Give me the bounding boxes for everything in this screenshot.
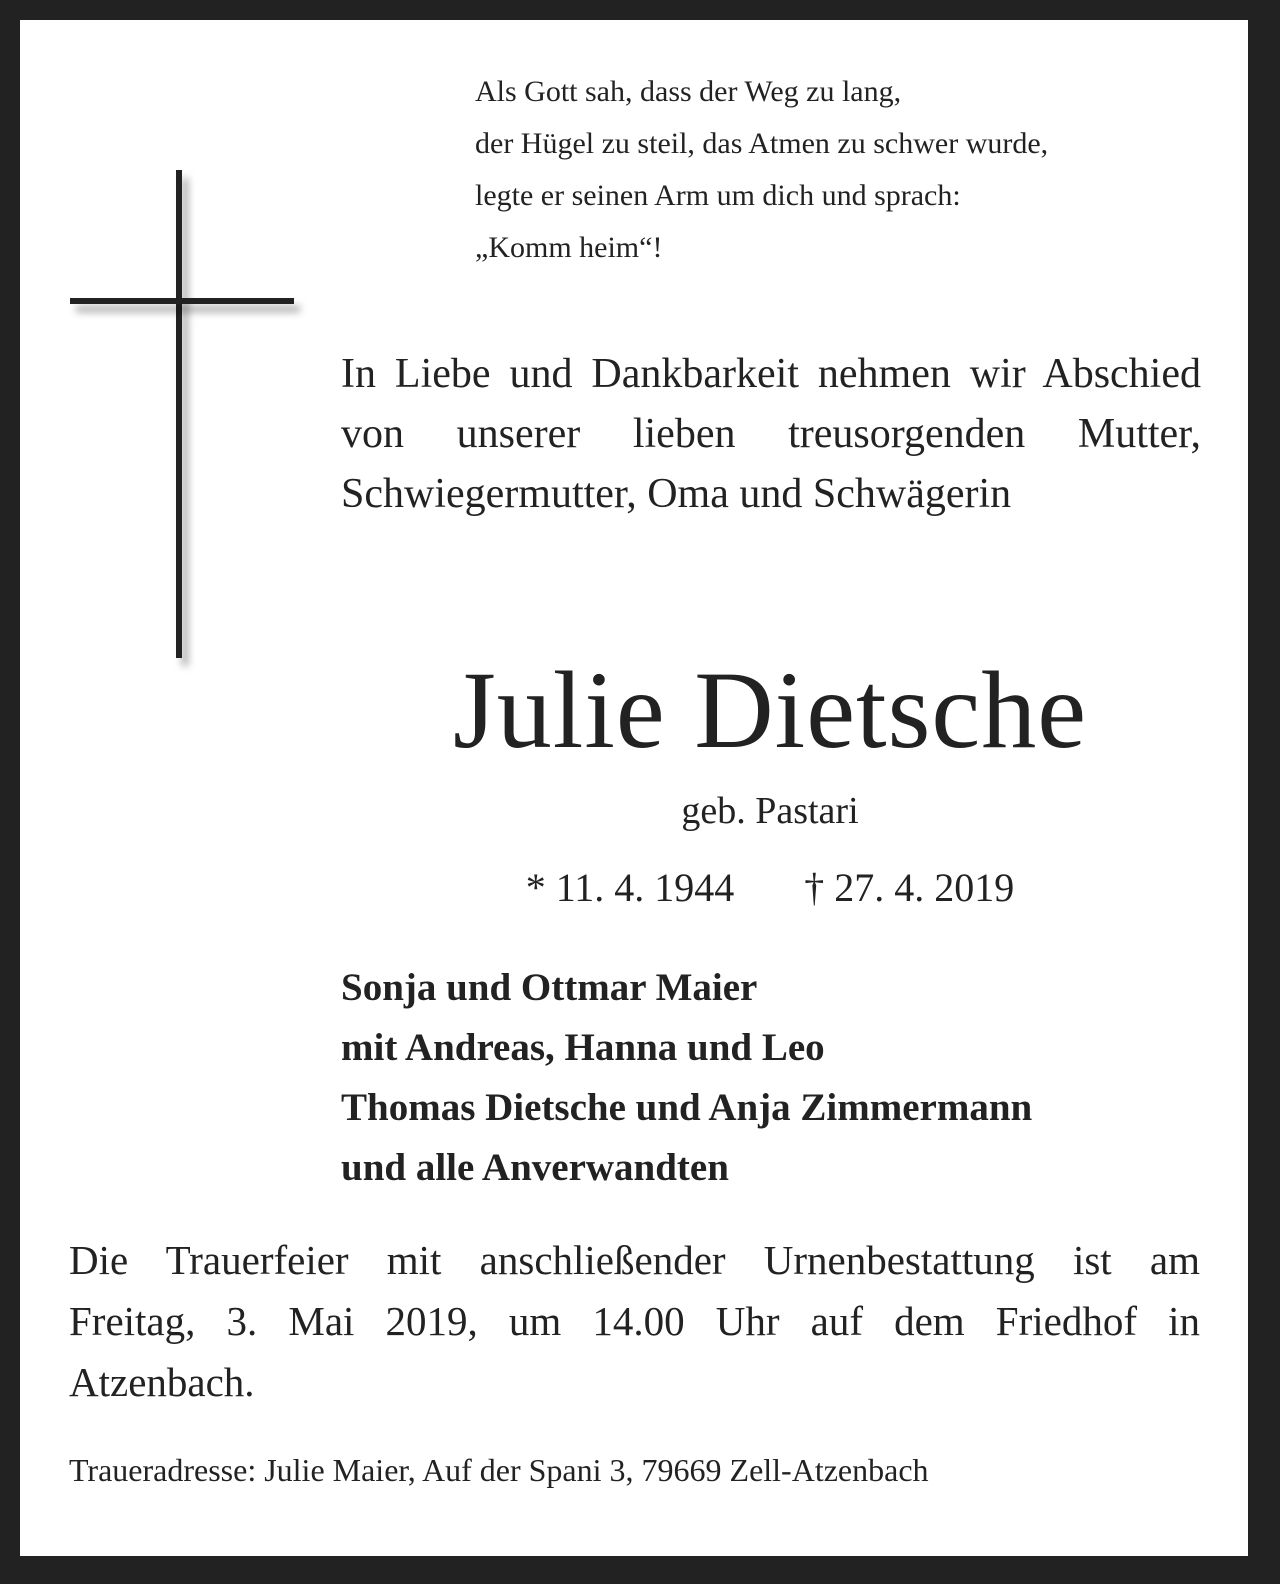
life-dates — [320, 860, 1220, 916]
family-signatures — [341, 958, 1221, 1198]
family-line: Thomas Dietsche und Anja Zimmermann — [341, 1086, 1033, 1129]
ceremony-line: Die Trauerfeier mit anschließender Urnenbestattung ist am — [69, 1237, 1200, 1283]
deceased-name: Julie Dietsche — [452, 649, 1088, 771]
intro-line: von unserer lieben treusorgenden Mutter, — [341, 411, 1201, 457]
obituary-notice — [20, 20, 1248, 1556]
family-line: Sonja und Ottmar Maier — [341, 966, 758, 1009]
intro-line: Schwiegermutter, Oma und Schwägerin — [341, 471, 1012, 517]
birth-date: * 11. 4. 1944 — [525, 865, 735, 910]
poem-line: Als Gott sah, dass der Weg zu lang, — [475, 75, 902, 108]
death-date: † 27. 4. 2019 — [804, 865, 1015, 910]
intro-line: In Liebe und Dankbarkeit nehmen wir Abschied — [341, 351, 1201, 397]
poem — [475, 66, 1235, 274]
poem-line: „Komm heim“! — [475, 231, 663, 264]
mourning-address: Traueradresse: Julie Maier, Auf der Spani 3, 79669 Zell-Atzenbach — [69, 1452, 929, 1488]
family-line: mit Andreas, Hanna und Leo — [341, 1026, 825, 1069]
ceremony-info — [69, 1230, 1200, 1413]
cross-horizontal-bar — [70, 298, 294, 304]
cross-vertical-bar — [176, 170, 182, 658]
poem-line: der Hügel zu steil, das Atmen zu schwer wurde, — [475, 127, 1049, 160]
ceremony-line: Atzenbach. — [69, 1359, 255, 1405]
cross-icon — [70, 170, 300, 670]
ceremony-line: Freitag, 3. Mai 2019, um 14.00 Uhr auf dem Friedhof in — [69, 1298, 1200, 1344]
poem-line: legte er seinen Arm um dich und sprach: — [475, 179, 961, 212]
family-line: und alle Anverwandten — [341, 1146, 729, 1189]
intro-text — [341, 344, 1201, 524]
birth-name: geb. Pastari — [681, 790, 859, 832]
